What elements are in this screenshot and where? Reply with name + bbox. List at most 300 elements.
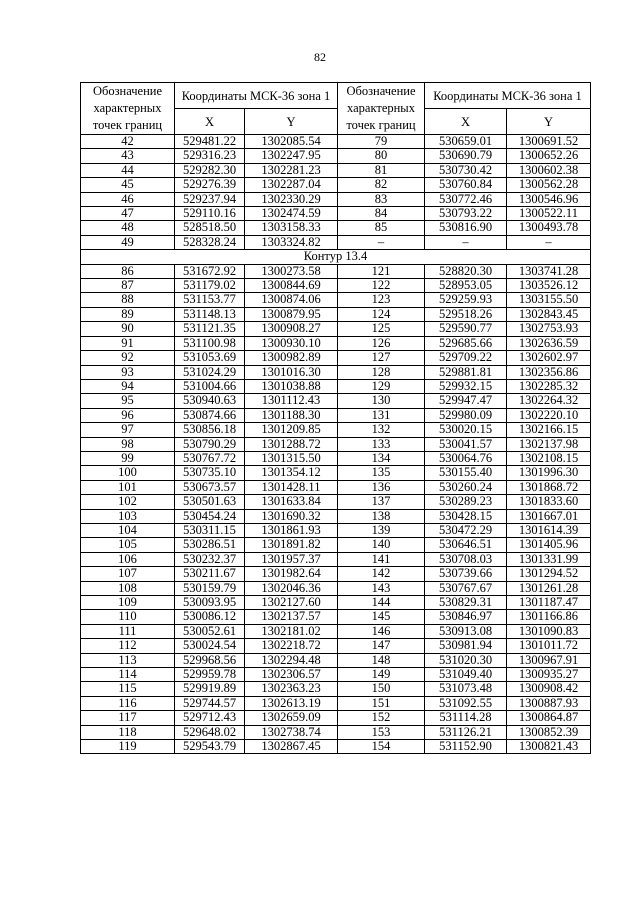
cell-y-right: 1301868.72 [507,480,591,494]
cell-y-right: 1301166.86 [507,610,591,624]
table-row [81,192,591,206]
cell-point-right: 154 [338,740,425,754]
cell-y-left: 1302127.60 [245,596,338,610]
cell-point-right: 81 [338,163,425,177]
cell-x-right: 530767.67 [425,581,507,595]
cell-y-right: 1301614.39 [507,523,591,537]
cell-x-left: 530454.24 [175,509,245,523]
table-row [81,639,591,653]
cell-x-right: 530913.08 [425,624,507,638]
table-row [81,149,591,163]
cell-x-left: 530735.10 [175,466,245,480]
cell-x-left: 530286.51 [175,538,245,552]
cell-y-right: 1303741.28 [507,264,591,278]
cell-x-left: 531004.66 [175,379,245,393]
cell-x-left: 529919.89 [175,682,245,696]
cell-point-right: 152 [338,711,425,725]
cell-y-left: 1302287.04 [245,178,338,192]
cell-point-left: 104 [81,523,175,537]
cell-point-left: 89 [81,307,175,321]
cell-point-left: 96 [81,408,175,422]
cell-x-right: 530793.22 [425,207,507,221]
cell-y-right: 1302220.10 [507,408,591,422]
cell-point-right: 138 [338,509,425,523]
cell-y-right: 1300852.39 [507,725,591,739]
cell-x-right: 530772.46 [425,192,507,206]
cell-point-right: – [338,235,425,249]
cell-x-left: 531153.77 [175,293,245,307]
cell-x-left: 530767.72 [175,451,245,465]
cell-x-left: 530159.79 [175,581,245,595]
cell-x-left: 530940.63 [175,394,245,408]
cell-x-right: 530646.51 [425,538,507,552]
cell-y-right: 1301011.72 [507,639,591,653]
cell-x-right: – [425,235,507,249]
cell-y-left: 1301315.50 [245,451,338,465]
cell-point-left: 44 [81,163,175,177]
cell-point-left: 92 [81,351,175,365]
cell-y-left: 1302867.45 [245,740,338,754]
cell-point-right: 125 [338,322,425,336]
cell-y-left: 1301891.82 [245,538,338,552]
cell-x-left: 531100.98 [175,336,245,350]
cell-point-right: 123 [338,293,425,307]
cell-x-right: 530155.40 [425,466,507,480]
cell-y-left: 1301016.30 [245,365,338,379]
cell-point-right: 142 [338,567,425,581]
cell-point-right: 122 [338,279,425,293]
table-row [81,581,591,595]
cell-point-left: 47 [81,207,175,221]
contour-label: Контур 13.4 [81,250,591,264]
cell-x-right: 530981.94 [425,639,507,653]
cell-point-left: 86 [81,264,175,278]
cell-y-right: 1302753.93 [507,322,591,336]
cell-point-right: 128 [338,365,425,379]
cell-x-left: 531053.69 [175,351,245,365]
cell-x-right: 530472.29 [425,523,507,537]
cell-point-right: 147 [338,639,425,653]
cell-y-right: 1300935.27 [507,668,591,682]
cell-x-right: 531020.30 [425,653,507,667]
table-row [81,538,591,552]
cell-point-left: 105 [81,538,175,552]
cell-point-left: 108 [81,581,175,595]
cell-x-left: 529968.56 [175,653,245,667]
table-row [81,740,591,754]
cell-x-right: 529980.09 [425,408,507,422]
cell-y-left: 1301354.12 [245,466,338,480]
cell-y-left: 1301112.43 [245,394,338,408]
cell-x-left: 531672.92 [175,264,245,278]
cell-y-right: 1300691.52 [507,135,591,149]
cell-point-right: 151 [338,696,425,710]
cell-x-left: 530093.95 [175,596,245,610]
cell-x-right: 531152.90 [425,740,507,754]
cell-point-right: 141 [338,552,425,566]
cell-point-left: 88 [81,293,175,307]
cell-x-right: 529590.77 [425,322,507,336]
cell-x-left: 530211.67 [175,567,245,581]
cell-point-left: 95 [81,394,175,408]
cell-y-left: 1301428.11 [245,480,338,494]
cell-x-left: 530232.37 [175,552,245,566]
cell-x-right: 530659.01 [425,135,507,149]
cell-y-left: 1301209.85 [245,423,338,437]
cell-point-right: 124 [338,307,425,321]
cell-point-left: 101 [81,480,175,494]
cell-y-left: 1302085.54 [245,135,338,149]
cell-x-left: 528518.50 [175,221,245,235]
table-row [81,336,591,350]
cell-point-right: 130 [338,394,425,408]
cell-x-left: 531179.02 [175,279,245,293]
cell-x-right: 531114.28 [425,711,507,725]
cell-x-right: 528953.05 [425,279,507,293]
cell-y-left: 1302659.09 [245,711,338,725]
table-row [81,437,591,451]
table-row [81,495,591,509]
table-row [81,135,591,149]
cell-point-left: 118 [81,725,175,739]
cell-x-left: 531121.35 [175,322,245,336]
header-point-label-left: Обозначение характерных точек границ [81,83,175,135]
table-row [81,567,591,581]
cell-point-left: 45 [81,178,175,192]
table-row [81,307,591,321]
cell-point-right: 148 [338,653,425,667]
cell-x-right: 530428.15 [425,509,507,523]
cell-y-right: 1301261.28 [507,581,591,595]
cell-y-left: 1302330.29 [245,192,338,206]
cell-x-left: 530086.12 [175,610,245,624]
cell-point-left: 117 [81,711,175,725]
cell-point-left: 91 [81,336,175,350]
cell-point-right: 136 [338,480,425,494]
cell-y-left: 1303158.33 [245,221,338,235]
header-y-left: Y [245,109,338,135]
cell-point-left: 107 [81,567,175,581]
cell-x-right: 528820.30 [425,264,507,278]
cell-point-left: 43 [81,149,175,163]
cell-y-right: 1300602.38 [507,163,591,177]
header-y-right: Y [507,109,591,135]
cell-y-right: 1301331.99 [507,552,591,566]
cell-y-left: 1300874.06 [245,293,338,307]
cell-y-right: 1300493.78 [507,221,591,235]
cell-point-left: 98 [81,437,175,451]
table-row [81,351,591,365]
cell-x-left: 531024.29 [175,365,245,379]
cell-x-right: 531049.40 [425,668,507,682]
cell-point-right: 127 [338,351,425,365]
cell-y-right: 1301090.83 [507,624,591,638]
cell-y-left: 1301288.72 [245,437,338,451]
cell-y-left: 1302046.36 [245,581,338,595]
cell-y-right: 1300562.28 [507,178,591,192]
cell-y-left: 1301038.88 [245,379,338,393]
cell-y-right: 1300652.26 [507,149,591,163]
cell-point-right: 129 [338,379,425,393]
cell-point-right: 150 [338,682,425,696]
cell-point-left: 94 [81,379,175,393]
cell-y-right: 1302108.15 [507,451,591,465]
cell-y-left: 1302137.57 [245,610,338,624]
cell-y-left: 1301861.93 [245,523,338,537]
header-coords-left: Координаты МСК-36 зона 1 [175,83,338,109]
table-row [81,451,591,465]
cell-point-right: 145 [338,610,425,624]
cell-x-right: 530846.97 [425,610,507,624]
table-row [81,163,591,177]
table-row [81,711,591,725]
cell-y-left: 1302738.74 [245,725,338,739]
cell-point-left: 112 [81,639,175,653]
cell-y-left: 1302247.95 [245,149,338,163]
cell-y-right: 1300546.96 [507,192,591,206]
cell-x-right: 530730.42 [425,163,507,177]
cell-x-left: 530501.63 [175,495,245,509]
cell-point-left: 87 [81,279,175,293]
header-x-right: X [425,109,507,135]
cell-x-right: 529881.81 [425,365,507,379]
cell-point-right: 132 [338,423,425,437]
cell-point-left: 119 [81,740,175,754]
cell-point-right: 121 [338,264,425,278]
cell-x-right: 529259.93 [425,293,507,307]
cell-y-right: 1302356.86 [507,365,591,379]
cell-y-left: 1302474.59 [245,207,338,221]
page-number: 82 [314,50,326,64]
cell-point-right: 134 [338,451,425,465]
cell-point-right: 153 [338,725,425,739]
cell-x-right: 531126.21 [425,725,507,739]
cell-y-left: 1302218.72 [245,639,338,653]
cell-y-right: 1302264.32 [507,394,591,408]
cell-point-right: 82 [338,178,425,192]
cell-x-right: 529947.47 [425,394,507,408]
cell-point-right: 133 [338,437,425,451]
cell-y-left: 1302613.19 [245,696,338,710]
table-row [81,423,591,437]
cell-y-left: 1300273.58 [245,264,338,278]
cell-x-left: 530856.18 [175,423,245,437]
cell-y-right: 1300864.87 [507,711,591,725]
cell-point-left: 93 [81,365,175,379]
cell-point-left: 111 [81,624,175,638]
cell-y-left: 1300982.89 [245,351,338,365]
cell-y-right: 1300887.93 [507,696,591,710]
cell-point-left: 109 [81,596,175,610]
cell-y-right: 1302285.32 [507,379,591,393]
cell-x-right: 530289.23 [425,495,507,509]
cell-y-right: 1302602.97 [507,351,591,365]
cell-x-right: 529932.15 [425,379,507,393]
cell-y-right: – [507,235,591,249]
table-row [81,207,591,221]
cell-point-right: 135 [338,466,425,480]
table-row [81,509,591,523]
cell-point-right: 84 [338,207,425,221]
cell-x-left: 529282.30 [175,163,245,177]
table-row [81,480,591,494]
table-row [81,379,591,393]
cell-y-right: 1300522.11 [507,207,591,221]
table-row [81,394,591,408]
table-row [81,725,591,739]
cell-point-left: 100 [81,466,175,480]
cell-x-left: 530311.15 [175,523,245,537]
cell-point-right: 126 [338,336,425,350]
cell-y-left: 1302281.23 [245,163,338,177]
cell-y-left: 1302294.48 [245,653,338,667]
table-row [81,668,591,682]
table-row [81,552,591,566]
table-row [81,596,591,610]
cell-x-left: 530874.66 [175,408,245,422]
cell-x-right: 529709.22 [425,351,507,365]
table-row [81,264,591,278]
cell-point-right: 85 [338,221,425,235]
cell-x-left: 530790.29 [175,437,245,451]
cell-point-right: 149 [338,668,425,682]
cell-y-left: 1301633.84 [245,495,338,509]
cell-point-right: 79 [338,135,425,149]
cell-x-right: 530064.76 [425,451,507,465]
contour-row [81,250,591,264]
cell-point-right: 143 [338,581,425,595]
cell-y-right: 1302166.15 [507,423,591,437]
cell-y-right: 1301294.52 [507,567,591,581]
cell-x-right: 529518.26 [425,307,507,321]
table-row [81,696,591,710]
cell-y-right: 1301833.60 [507,495,591,509]
cell-point-left: 103 [81,509,175,523]
table-row [81,653,591,667]
cell-y-right: 1300908.42 [507,682,591,696]
table-row [81,235,591,249]
cell-point-left: 42 [81,135,175,149]
cell-y-left: 1300930.10 [245,336,338,350]
cell-x-right: 531092.55 [425,696,507,710]
cell-x-left: 530673.57 [175,480,245,494]
cell-x-right: 530816.90 [425,221,507,235]
table-row [81,322,591,336]
cell-point-left: 102 [81,495,175,509]
cell-point-right: 144 [338,596,425,610]
cell-y-right: 1302636.59 [507,336,591,350]
table-row [81,466,591,480]
cell-x-left: 529481.22 [175,135,245,149]
header-coords-right: Координаты МСК-36 зона 1 [425,83,591,109]
cell-y-left: 1301690.32 [245,509,338,523]
cell-x-left: 529237.94 [175,192,245,206]
cell-y-left: 1303324.82 [245,235,338,249]
cell-x-right: 530760.84 [425,178,507,192]
table-row [81,221,591,235]
cell-x-right: 530739.66 [425,567,507,581]
cell-x-right: 530690.79 [425,149,507,163]
cell-x-right: 530041.57 [425,437,507,451]
cell-x-left: 529316.23 [175,149,245,163]
cell-y-left: 1300879.95 [245,307,338,321]
cell-x-left: 531148.13 [175,307,245,321]
cell-x-left: 530024.54 [175,639,245,653]
header-x-left: X [175,109,245,135]
cell-point-left: 115 [81,682,175,696]
cell-x-right: 531073.48 [425,682,507,696]
table-row [81,178,591,192]
cell-y-right: 1300821.43 [507,740,591,754]
cell-y-right: 1301996.30 [507,466,591,480]
table-row [81,523,591,537]
cell-point-right: 146 [338,624,425,638]
table-row [81,408,591,422]
cell-y-left: 1301982.64 [245,567,338,581]
cell-y-left: 1302363.23 [245,682,338,696]
cell-point-left: 113 [81,653,175,667]
cell-y-right: 1303526.12 [507,279,591,293]
cell-point-left: 46 [81,192,175,206]
cell-y-left: 1302306.57 [245,668,338,682]
table-row [81,293,591,307]
table-row [81,682,591,696]
cell-point-left: 90 [81,322,175,336]
cell-x-right: 530020.15 [425,423,507,437]
cell-x-left: 528328.24 [175,235,245,249]
cell-point-right: 83 [338,192,425,206]
cell-x-left: 530052.61 [175,624,245,638]
cell-x-right: 530708.03 [425,552,507,566]
cell-x-left: 529543.79 [175,740,245,754]
cell-x-left: 529110.16 [175,207,245,221]
cell-x-left: 529648.02 [175,725,245,739]
table-row [81,624,591,638]
cell-y-left: 1301957.37 [245,552,338,566]
cell-point-right: 140 [338,538,425,552]
cell-point-left: 99 [81,451,175,465]
cell-point-left: 116 [81,696,175,710]
cell-point-left: 114 [81,668,175,682]
cell-x-right: 530260.24 [425,480,507,494]
cell-x-right: 529685.66 [425,336,507,350]
table-row [81,279,591,293]
cell-y-right: 1300967.91 [507,653,591,667]
cell-point-right: 131 [338,408,425,422]
table-row [81,610,591,624]
coordinates-table [80,82,591,754]
cell-x-left: 529712.43 [175,711,245,725]
cell-x-left: 529744.57 [175,696,245,710]
cell-point-left: 49 [81,235,175,249]
cell-point-right: 137 [338,495,425,509]
cell-y-left: 1302181.02 [245,624,338,638]
cell-y-left: 1301188.30 [245,408,338,422]
cell-y-right: 1301405.96 [507,538,591,552]
cell-point-left: 48 [81,221,175,235]
cell-point-left: 106 [81,552,175,566]
cell-y-right: 1303155.50 [507,293,591,307]
table-row [81,365,591,379]
cell-point-right: 80 [338,149,425,163]
cell-x-left: 529959.78 [175,668,245,682]
header-point-label-right: Обозначение характерных точек границ [338,83,425,135]
cell-y-right: 1301187.47 [507,596,591,610]
cell-y-right: 1302843.45 [507,307,591,321]
cell-x-right: 530829.31 [425,596,507,610]
cell-y-right: 1301667.01 [507,509,591,523]
cell-point-right: 139 [338,523,425,537]
